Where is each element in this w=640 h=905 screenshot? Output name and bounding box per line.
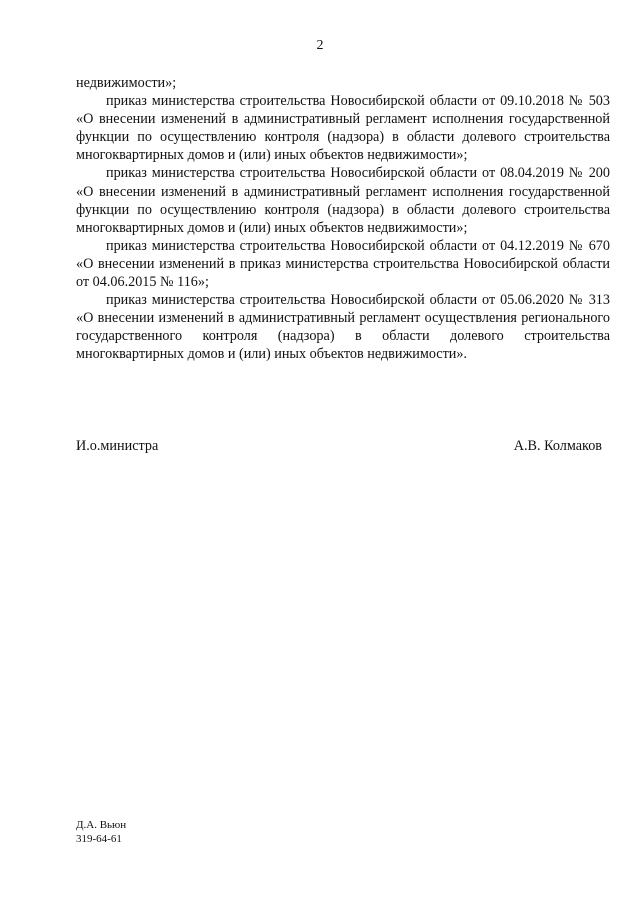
signatory-position: И.о.министра (76, 438, 159, 454)
signature-block (76, 438, 602, 455)
executor-phone: 319-64-61 (76, 833, 122, 845)
page-number: 2 (316, 38, 324, 53)
paragraph-order-503: приказ министерства строительства Новосибирской области от 09.10.2018 № 503 «О внесении изменений в административный регламент исполнения государственной функции по осуществлению контроля (надзора) в области долевого строительства многоквартирных домов и (или) иных объектов недвижимости»; (76, 93, 610, 164)
document-body (76, 74, 610, 364)
paragraph-continuation: недвижимости»; (76, 75, 177, 91)
paragraph-order-313: приказ министерства строительства Новосибирской области от 05.06.2020 № 313 «О внесении изменений в административный регламент осуществления регионального государственного контроля (надзора) в области долевого строительства многоквартирных домов и (или) иных объектов недвижимости». (76, 292, 610, 363)
executor-block (76, 818, 126, 846)
signatory-name: А.В. Колмаков (513, 438, 602, 454)
executor-name: Д.А. Вьюн (76, 819, 127, 831)
paragraph-order-200: приказ министерства строительства Новосибирской области от 08.04.2019 № 200 «О внесении изменений в административный регламент исполнения государственной функции по осуществлению контроля (надзора) в области долевого строительства многоквартирных домов и (или) иных объектов недвижимости»; (76, 165, 610, 236)
paragraph-order-670: приказ министерства строительства Новосибирской области от 04.12.2019 № 670 «О внесении изменений в приказ министерства строительства Новосибирской области от 04.06.2015 № 116»; (76, 237, 610, 291)
